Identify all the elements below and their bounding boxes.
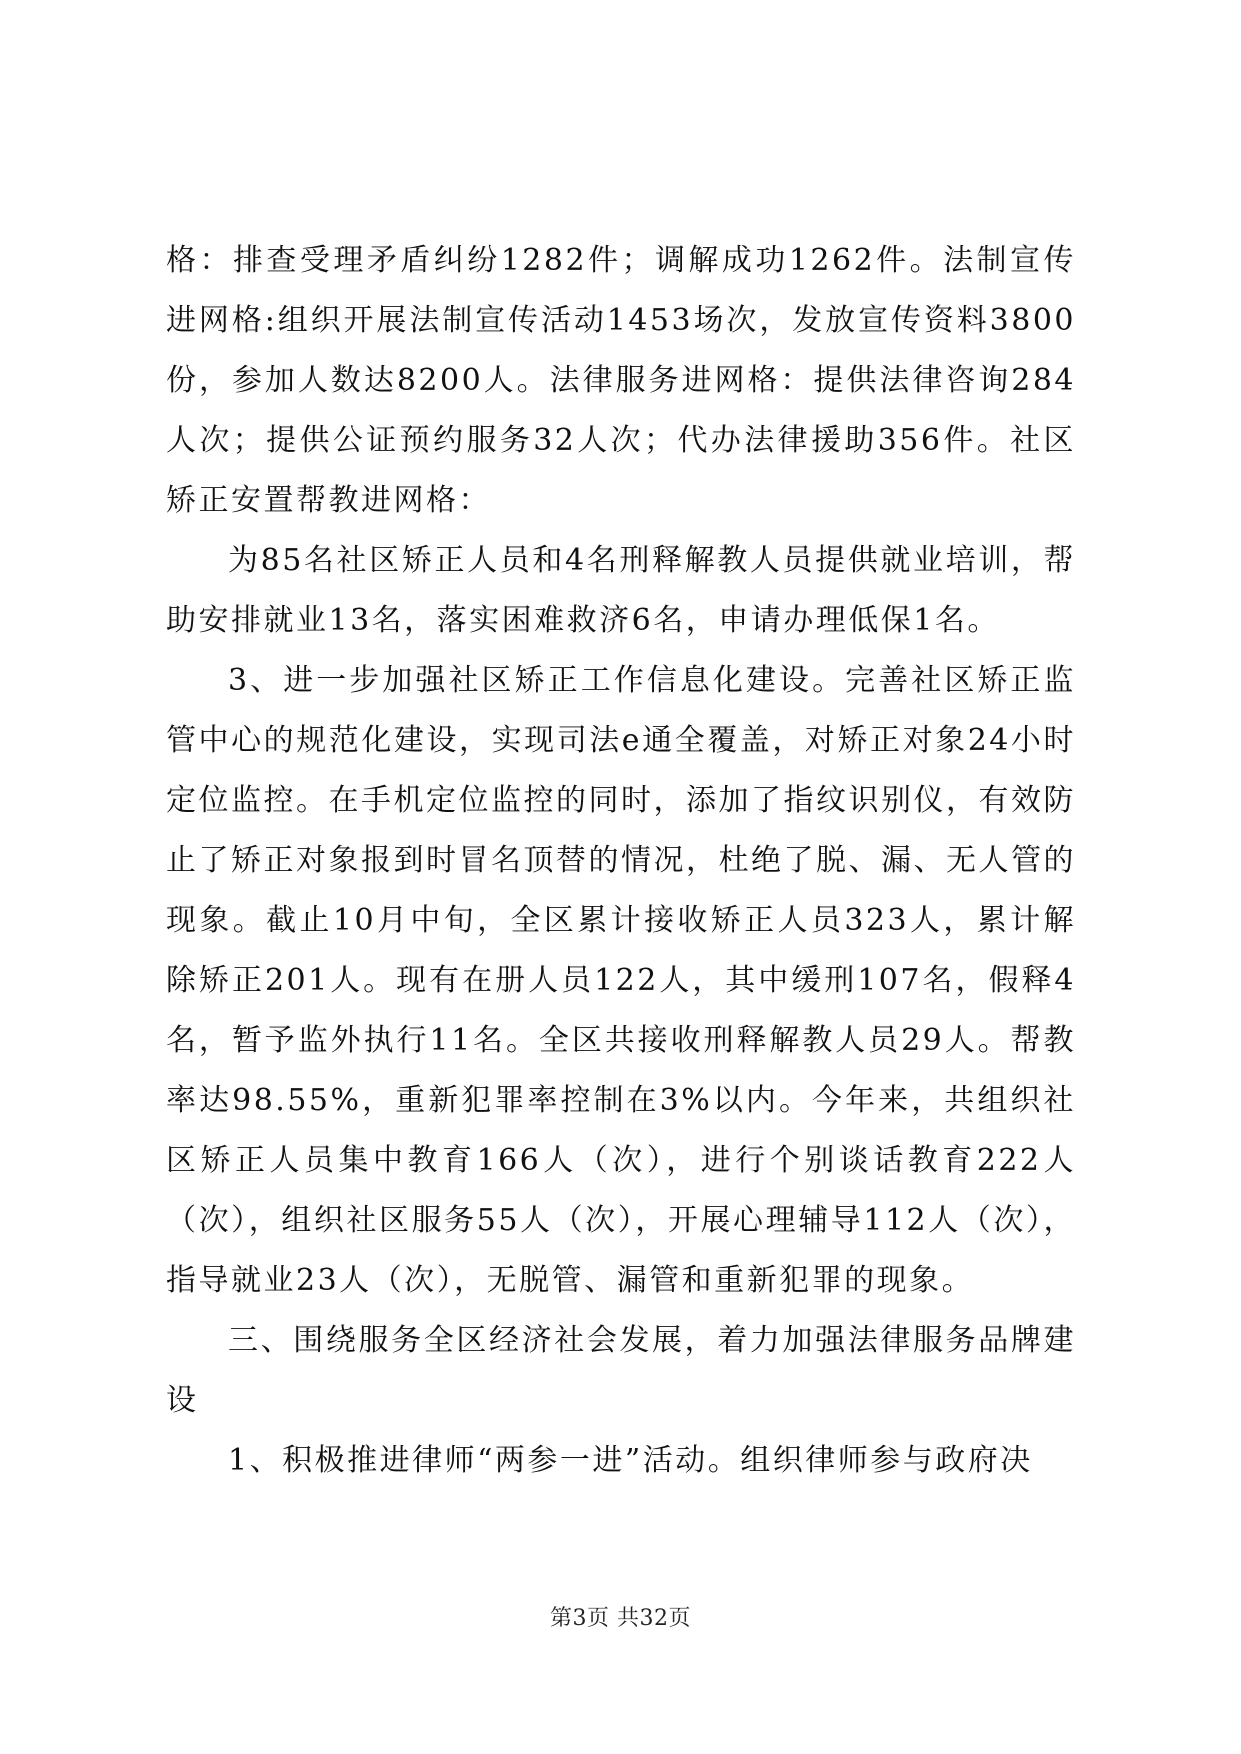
paragraph-lawyer-activity: 1、积极推进律师“两参一进”活动。组织律师参与政府决 bbox=[228, 1443, 1033, 1478]
paragraph-grid-services: 格：排查受理矛盾纠纷1282件；调解成功1262件。法制宣传进网格:组织开展法制宣传活动1453场次，发放宣传资料3800份，参加人数达8200人。法律服务进网格：提供法律咨询284人次；提供公证预约服务32人次；代办法律援助356件。社区矫正安置帮教进网格： bbox=[166, 243, 1076, 518]
page-number: 第3页 共32页 bbox=[550, 1606, 691, 1631]
page-footer bbox=[0, 1604, 1241, 1634]
paragraph-employment-training: 为85名社区矫正人员和4名刑释解教人员提供就业培训，帮助安排就业13名，落实困难救济6名，申请办理低保1名。 bbox=[166, 543, 1076, 638]
paragraph-informatization: 3、进一步加强社区矫正工作信息化建设。完善社区矫正监管中心的规范化建设，实现司法e通全覆盖，对矫正对象24小时定位监控。在手机定位监控的同时，添加了指纹识别仪，有效防止了矫正对象报到时冒名顶替的情况，杜绝了脱、漏、无人管的现象。截止10月中旬，全区累计接收矫正人员323人，累计解除矫正201人。现有在册人员122人，其中缓刑107名，假释4名，暂予监外执行11名。全区共接收刑释解教人员29人。帮教率达98.55%，重新犯罪率控制在3%以内。今年来，共组织社区矫正人员集中教育166人（次），进行个别谈话教育222人（次），组织社区服务55人（次），开展心理辅导112人（次），指导就业23人（次），无脱管、漏管和重新犯罪的现象。 bbox=[166, 663, 1076, 1298]
document-body bbox=[166, 231, 1076, 1491]
section-heading-legal-services: 三、围绕服务全区经济社会发展，着力加强法律服务品牌建设 bbox=[166, 1323, 1076, 1418]
